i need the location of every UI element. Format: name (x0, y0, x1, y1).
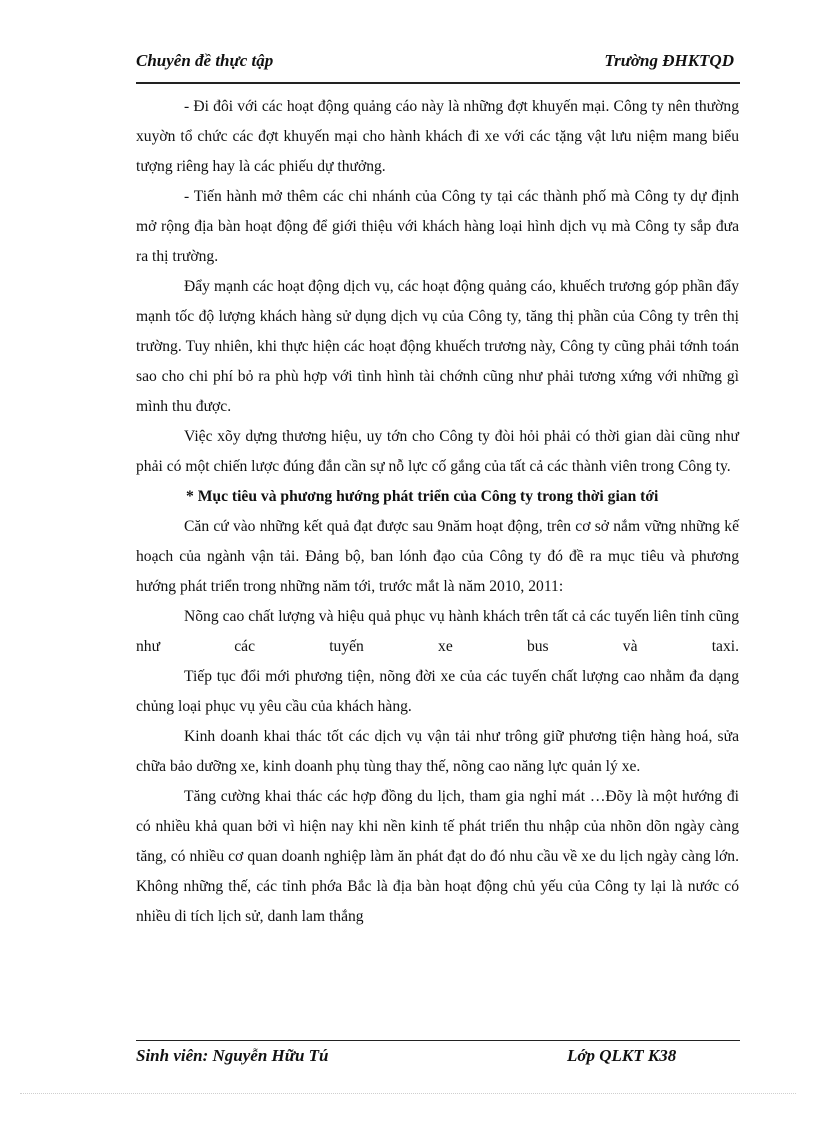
header-title: Chuyên đề thực tập (136, 51, 274, 70)
footer-class: Lớp QLKT K38 (567, 1046, 677, 1065)
page-header (136, 48, 740, 84)
paragraph-vehicles: Tiếp tục đổi mới phương tiện, nõng đời xe của các tuyến chất lượng cao nhằm đa dạng chủng loại phục vụ yêu cầu của khách hàng. (136, 668, 739, 715)
paragraph-promotion: - Đi đôi với các hoạt động quảng cáo này là những đợt khuyến mại. Công ty nên thường xuyờn tổ chức các đợt khuyến mại cho hành khách đi xe với các tặng vật lưu niệm mang biểu tượng riêng hay là các phiếu dự thưởng. (136, 98, 739, 175)
paragraph-basis: Căn cứ vào những kết quả đạt được sau 9năm hoạt động, trên cơ sở nắm vững những kế hoạch của ngành vận tải. Đảng bộ, ban lónh đạo của Công ty đó đề ra mục tiêu và phương hướng phát triển trong những năm tới, trước mắt là năm 2010, 2011: (136, 518, 739, 595)
footer-student: Sinh viên: Nguyễn Hữu Tú (136, 1046, 329, 1065)
page-footer (136, 1040, 740, 1073)
paragraph-services: Kinh doanh khai thác tốt các dịch vụ vận tải như trông giữ phương tiện hàng hoá, sửa chữa bảo dưỡng xe, kinh doanh phụ tùng thay thế, nõng cao năng lực quản lý xe. (136, 728, 739, 775)
paragraph-quality: Nõng cao chất lượng và hiệu quả phục vụ hành khách trên tất cả các tuyến liên tỉnh cũng như các tuyến xe bus và taxi. (136, 608, 739, 655)
paragraph-branches: - Tiến hành mở thêm các chi nhánh của Công ty tại các thành phố mà Công ty dự định mở rộng địa bàn hoạt động để giới thiệu với khách hàng loại hình dịch vụ mà Công ty sắp đưa ra thị trường. (136, 188, 739, 265)
paragraph-branding: Việc xõy dựng thương hiệu, uy tớn cho Công ty đòi hỏi phải có thời gian dài cũng như phải có một chiến lược đúng đắn cần sự nỗ lực cố gắng của tất cả các thành viên trong Công ty. (136, 428, 739, 475)
header-school: Trường ĐHKTQD (604, 51, 734, 70)
paragraph-tourism: Tăng cường khai thác các hợp đồng du lịch, tham gia nghỉ mát …Đõy là một hướng đi có nhiều khả quan bởi vì hiện nay khi nền kinh tế phát triển thu nhập của nhõn dõn ngày càng tăng, có nhiều cơ quan doanh nghiệp làm ăn phát đạt do đó nhu cầu về xe du lịch ngày càng lớn. Không những thế, các tỉnh phớa Bắc là địa bàn hoạt động chủ yếu của Công ty lại là nước có nhiều di tích lịch sử, danh lam thắng (136, 788, 739, 925)
section-heading: * Mục tiêu và phương hướng phát triển của Công ty trong thời gian tới (186, 488, 659, 505)
document-body (136, 92, 739, 932)
paragraph-marketing: Đẩy mạnh các hoạt động dịch vụ, các hoạt động quảng cáo, khuếch trương góp phần đẩy mạnh tốc độ lượng khách hàng sử dụng dịch vụ của Công ty, tăng thị phần của Công ty trên thị trường. Tuy nhiên, khi thực hiện các hoạt động khuếch trương này, Công ty cũng phải tớnh toán sao cho chi phí bỏ ra phù hợp với tình hình tài chớnh cũng như phải tương xứng với những gì mình thu được. (136, 278, 739, 415)
page-bottom-edge (20, 1093, 796, 1094)
